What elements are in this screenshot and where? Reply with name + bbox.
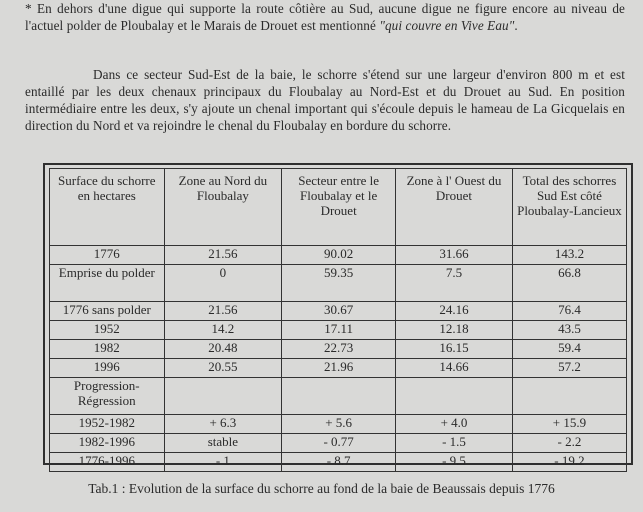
table-cell: - 19.2 [512,453,626,472]
table-cell: 21.56 [164,246,282,265]
quote-text: "qui couvre en Vive Eau" [379,18,515,33]
table-cell [282,378,396,415]
table-cell: 31.66 [396,246,513,265]
table-row [50,434,627,453]
table-cell: 20.55 [164,359,282,378]
table-cell: 30.67 [282,302,396,321]
table-header-row [50,169,627,246]
table-cell: 1982 [50,340,165,359]
table-cell: 76.4 [512,302,626,321]
table-cell: 1952-1982 [50,415,165,434]
table-row [50,246,627,265]
table-caption: Tab.1 : Evolution de la surface du schorre au fond de la baie de Beaussais depuis 1776 [88,481,555,496]
table-cell: 14.66 [396,359,513,378]
paragraph-end: . [514,18,518,33]
header-cell: Total des schorres Sud Est côté Ploubalay-Lancieux [512,169,626,246]
table-cell: 21.96 [282,359,396,378]
paragraph-text: En dehors d'une digue qui supporte la route côtière au Sud, aucune digue ne figure encore au niveau de l'actuel polder de Ploubalay et le Marais de Drouet est mentionné [25,1,625,33]
table-cell: 14.2 [164,321,282,340]
header-cell: Secteur entre le Floubalay et le Drouet [282,169,396,246]
table-cell: - 2.2 [512,434,626,453]
table-cell: 66.8 [512,265,626,302]
table-cell: 1776 [50,246,165,265]
table-cell [512,378,626,415]
table-cell: 12.18 [396,321,513,340]
table-row [50,453,627,472]
table-row [50,359,627,378]
table-row [50,302,627,321]
table-cell: 59.4 [512,340,626,359]
paragraph-main [25,66,625,134]
table-row [50,340,627,359]
table-cell: + 5.6 [282,415,396,434]
table-cell: - 8.7 [282,453,396,472]
table-cell: 1996 [50,359,165,378]
paragraph-text: Dans ce secteur Sud-Est de la baie, le schorre s'étend sur une largeur d'environ 800 m et est entaillé par les deux chenaux principaux du Floubalay au Nord-Est et du Drouet au Sud. En position intermédiaire entre les deux, s'y ajoute un chenal important qui s'écoule depuis le hameau de La Gicquelais en direction du Nord et va rejoindre le chenal du Floubalay en bordure du schorre. [25,67,625,133]
table-cell: + 4.0 [396,415,513,434]
table-cell: + 15.9 [512,415,626,434]
table-cell: 59.35 [282,265,396,302]
table-cell: 1776 sans polder [50,302,165,321]
table-cell: 24.16 [396,302,513,321]
table-cell: 1952 [50,321,165,340]
table-row [50,265,627,302]
header-cell: Surface du schorre en hectares [50,169,165,246]
table-cell: 1982-1996 [50,434,165,453]
table-cell: Progression-Régression [50,378,165,415]
table-cell: 43.5 [512,321,626,340]
table-row [50,415,627,434]
table-cell: stable [164,434,282,453]
surface-table [49,168,627,472]
table-cell: 16.15 [396,340,513,359]
table-cell: - 9.5 [396,453,513,472]
paragraph-footnote [25,0,625,34]
table-cell: 0 [164,265,282,302]
asterisk: * [25,1,32,16]
table-cell: 22.73 [282,340,396,359]
table-cell: + 6.3 [164,415,282,434]
table-cell [396,378,513,415]
table-cell: - 1 [164,453,282,472]
table-cell: 90.02 [282,246,396,265]
table-cell: Emprise du polder [50,265,165,302]
table-cell: 21.56 [164,302,282,321]
table-cell: 143.2 [512,246,626,265]
table-cell: 17.11 [282,321,396,340]
table-cell: - 1.5 [396,434,513,453]
table-cell: 57.2 [512,359,626,378]
table-row [50,321,627,340]
header-cell: Zone au Nord du Floubalay [164,169,282,246]
table-row [50,378,627,415]
table-cell [164,378,282,415]
table-cell: 1776-1996 [50,453,165,472]
table-cell: 20.48 [164,340,282,359]
table-cell: 7.5 [396,265,513,302]
table-cell: - 0.77 [282,434,396,453]
header-cell: Zone à l' Ouest du Drouet [396,169,513,246]
